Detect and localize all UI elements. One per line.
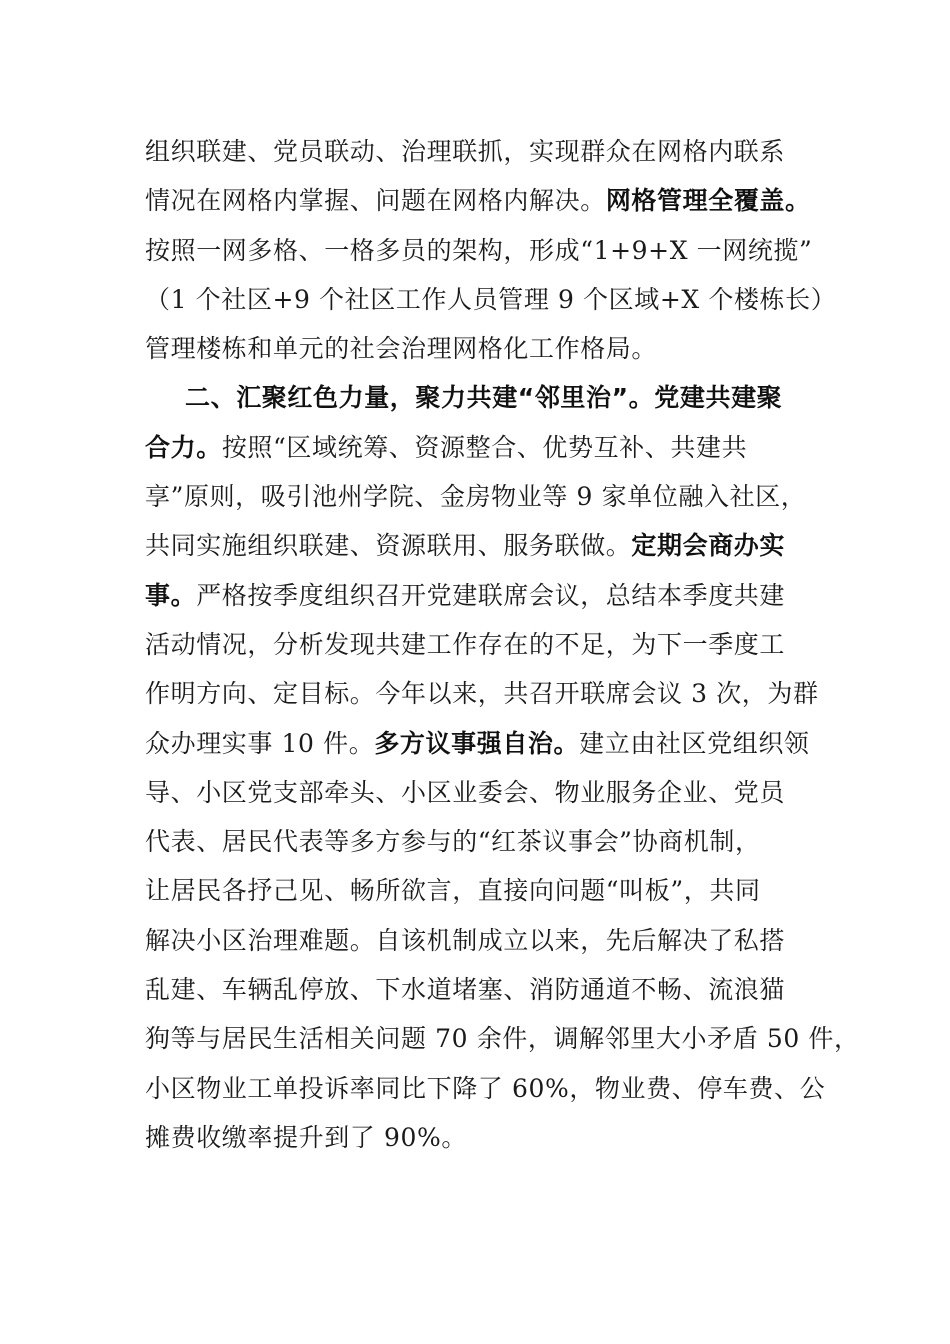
text-run: 共同实施组织联建、资源联用、服务联做。: [145, 531, 632, 561]
section-heading: 二、汇聚红色力量，聚力共建“邻里治”。党建共建聚: [185, 383, 783, 413]
text-run: 让居民各抒己见、畅所欲言，直接向问题“叫板”，共同: [145, 876, 761, 906]
text-run: 代表、居民代表等多方参与的“红茶议事会”协商机制，: [145, 827, 761, 857]
text-line: [145, 1014, 860, 1063]
text-line: [145, 866, 815, 915]
text-line: [145, 324, 815, 373]
text-run: 按照一网多格、一格多员的架构，形成“1+9+X 一网统揽”: [145, 235, 813, 265]
text-run: 乱建、车辆乱停放、下水道堵塞、消防通道不畅、流浪猫: [145, 975, 786, 1005]
text-run: 享”原则，吸引池州学院、金房物业等 9 家单位融入社区，: [145, 482, 807, 512]
text-line: [145, 1064, 826, 1113]
text-run: 摊费收缴率提升到了 90%。: [145, 1122, 467, 1152]
text-run: 严格按季度组织召开党建联席会议，总结本季度共建: [196, 580, 786, 610]
text-line: [145, 127, 815, 176]
text-run: 导、小区党支部牵头、小区业委会、物业服务企业、党员: [145, 777, 786, 807]
text-line: [145, 571, 815, 620]
body-text: [145, 127, 860, 1162]
section-heading-line: [145, 373, 815, 422]
text-run: 众办理实事 10 件。: [145, 728, 375, 758]
bold-subheading: 定期会商办实: [631, 531, 786, 561]
text-run: 活动情况，分析发现共建工作存在的不足，为下一季度工: [145, 629, 786, 659]
text-run: 狗等与居民生活相关问题 70 余件，调解邻里大小矛盾 50 件，: [145, 1024, 860, 1054]
text-line: [145, 719, 815, 768]
text-line: [145, 768, 815, 817]
bold-subheading: 合力。: [145, 432, 222, 462]
text-run: 小区物业工单投诉率同比下降了 60%，物业费、停车费、公: [145, 1073, 826, 1103]
text-line: [145, 916, 815, 965]
text-run: 按照“区域统筹、资源整合、优势互补、共建共: [221, 432, 748, 462]
text-line: [145, 176, 815, 225]
text-line: [145, 669, 819, 718]
text-run: 作明方向、定目标。今年以来，共召开联席会议 3 次，为群: [145, 679, 819, 709]
bold-subheading: 网格管理全覆盖。: [605, 186, 811, 216]
bold-subheading: 事。: [145, 580, 197, 610]
text-line: [145, 1113, 815, 1162]
text-run: 管理楼栋和单元的社会治理网格化工作格局。: [145, 334, 658, 364]
text-run: 建立由社区党组织领: [579, 728, 810, 758]
text-line: [145, 472, 815, 521]
text-run: （1 个社区+9 个社区工作人员管理 9 个区域+X 个楼栋长）: [145, 284, 837, 314]
text-line: [145, 226, 815, 275]
text-line: [145, 275, 837, 324]
bold-subheading: 多方议事强自治。: [374, 728, 580, 758]
text-line: [145, 817, 815, 866]
text-line: [145, 620, 815, 669]
text-line: [145, 521, 815, 570]
text-line: [145, 423, 815, 472]
text-run: 组织联建、党员联动、治理联抓，实现群众在网格内联系: [145, 137, 786, 166]
text-run: 解决小区治理难题。自该机制成立以来，先后解决了私搭: [145, 925, 786, 955]
text-run: 情况在网格内掌握、问题在网格内解决。: [145, 186, 606, 216]
text-line: [145, 965, 815, 1014]
